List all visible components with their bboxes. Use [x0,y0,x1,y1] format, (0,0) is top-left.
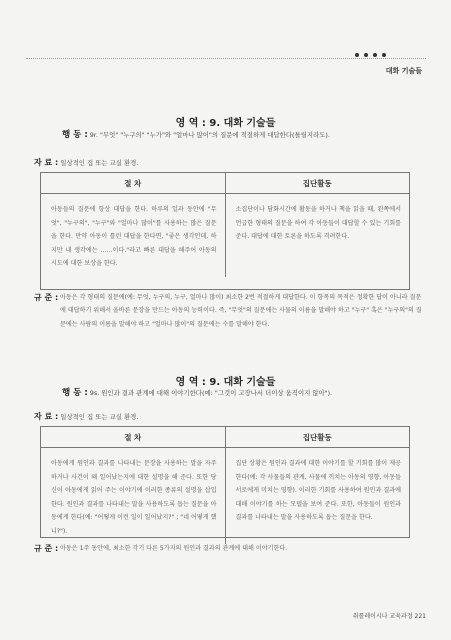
section2-material [34,411,138,422]
section2-material-label: 자 료 : [34,412,59,421]
section2-behavior-text: 9s. 원인과 결과 관계에 대해 이야기한다(예: "그것이 고장나서 더이상 움직이지 않아"). [89,389,333,397]
header-dots [355,53,386,57]
header-title: 대화 기술들 [385,67,422,75]
page-footer: 취롤레이시나 교육과정 221 [352,613,426,620]
section1-rule [34,291,424,331]
section2-behavior-label: 행 동 : [62,388,88,398]
section1-procedure-text: 아동들의 질문에 항상 대답을 한다. 하루의 일과 동안에 "무엇", "누구의", "누구"와 "얼마나 많이"를 사용하는 많은 질문을 한다. 만약 아동이 틀린 대답을 한다면, "좋은 생각인데, 하지만 내 생각에는 ……이다."라고 빠른 대답을 해주어 아동의 시도에 대한 보상을 한다. [41,194,226,277]
section2-table [40,426,410,538]
section1-group-header: 집단활동 [302,178,332,188]
section1-behavior-label: 행 동 : [62,130,88,140]
section1-behavior-text: 9r. "무엇" "누구의" "누가"와 "얼마나 많이"의 질문에 적절하게 대답한다(틀릴지라도). [89,131,330,139]
section2-procedure-header: 절 차 [41,427,226,447]
section1-rule-text: 아동은 각 형태의 질문에(예: 무엇, 누구의, 누구, 얼마나 많이) 최소한 2번 적절하게 대답한다. 이 항목의 목적은 정확한 답이 아니라 질문에 대답하기 위해서 올바른 문장을 만드는 아동의 능력이다. 즉, "무엇"의 질문에는 사물의 이름을 말해야 하고 "누구" 혹은 "누구의"의 질문에는 사람의 이름을 말해야 하고 "얼마나 많이"의 질문에는 수를 말해야 한다. [60,294,422,328]
section1-table [40,172,410,290]
section1-group-text: 소집단이나 담화시간에 활동을 하거나 책을 읽을 때, 왼쪽에서 언급한 형태의 질문을 하여 각 아동들이 대답할 수 있는 기회를 준다. 대답에 대한 토론을 하도록 격려한다. [235,206,401,240]
section2-rule-label: 규 준 : [34,544,59,553]
section2-group-header: 집단활동 [302,432,332,442]
section1-material-label: 자 료 : [34,158,59,167]
section2-rule [34,542,424,555]
section1-title: 영 역 : 9. 대화 기술들 [175,118,276,129]
section1-procedure-header: 절 차 [41,173,226,193]
section1-rule-label: 규 준 : [34,293,59,302]
section1-material-text: 일상적인 집 또는 교실 환경. [60,159,139,167]
section2-behavior [62,386,422,398]
section2-rule-text: 아동은 1주 동안에, 최소한 각기 다른 5가지의 원인과 결과의 관계에 대해 이야기한다. [60,545,288,552]
section1-behavior [62,128,422,140]
section2-title: 영 역 : 9. 대화 기술들 [175,377,276,388]
section1-material [34,157,138,168]
section2-group-text: 집단 상황은 원인과 결과에 대한 이야기를 할 기회를 많이 제공한다(예: 각 사물들의 관계, 사물에 끼치는 아동의 영향, 아동들 서로에게 미치는 영향). 이러한 기회를 사용하여 원인과 결과에 대해 이야기를 하는 모델을 보여 준다. 또한, 아동들이 원인과 결과를 나타내는 말을 사용하도록 돕는 질문을 한다. [235,460,401,521]
header-divider [26,58,426,59]
section2-material-text: 일상적인 집 또는 교실 환경. [60,413,139,421]
section2-procedure-text: 아동에게 원인과 결과를 나타내는 문장을 사용하는 말을 자주 하거나 사건이 왜 일어났는지에 대한 설명을 해 준다. 또한 당신이 아동에게 읽어 주는 이야기에 이러한 종류의 설명을 삽입한다. 원인과 결과를 나타내는 말을 사용하도록 돕는 질문을 아동에게 한다(예: "어떻게 이런 일이 일어났지?" ; "네 어떻게 했니?"). [41,448,226,544]
